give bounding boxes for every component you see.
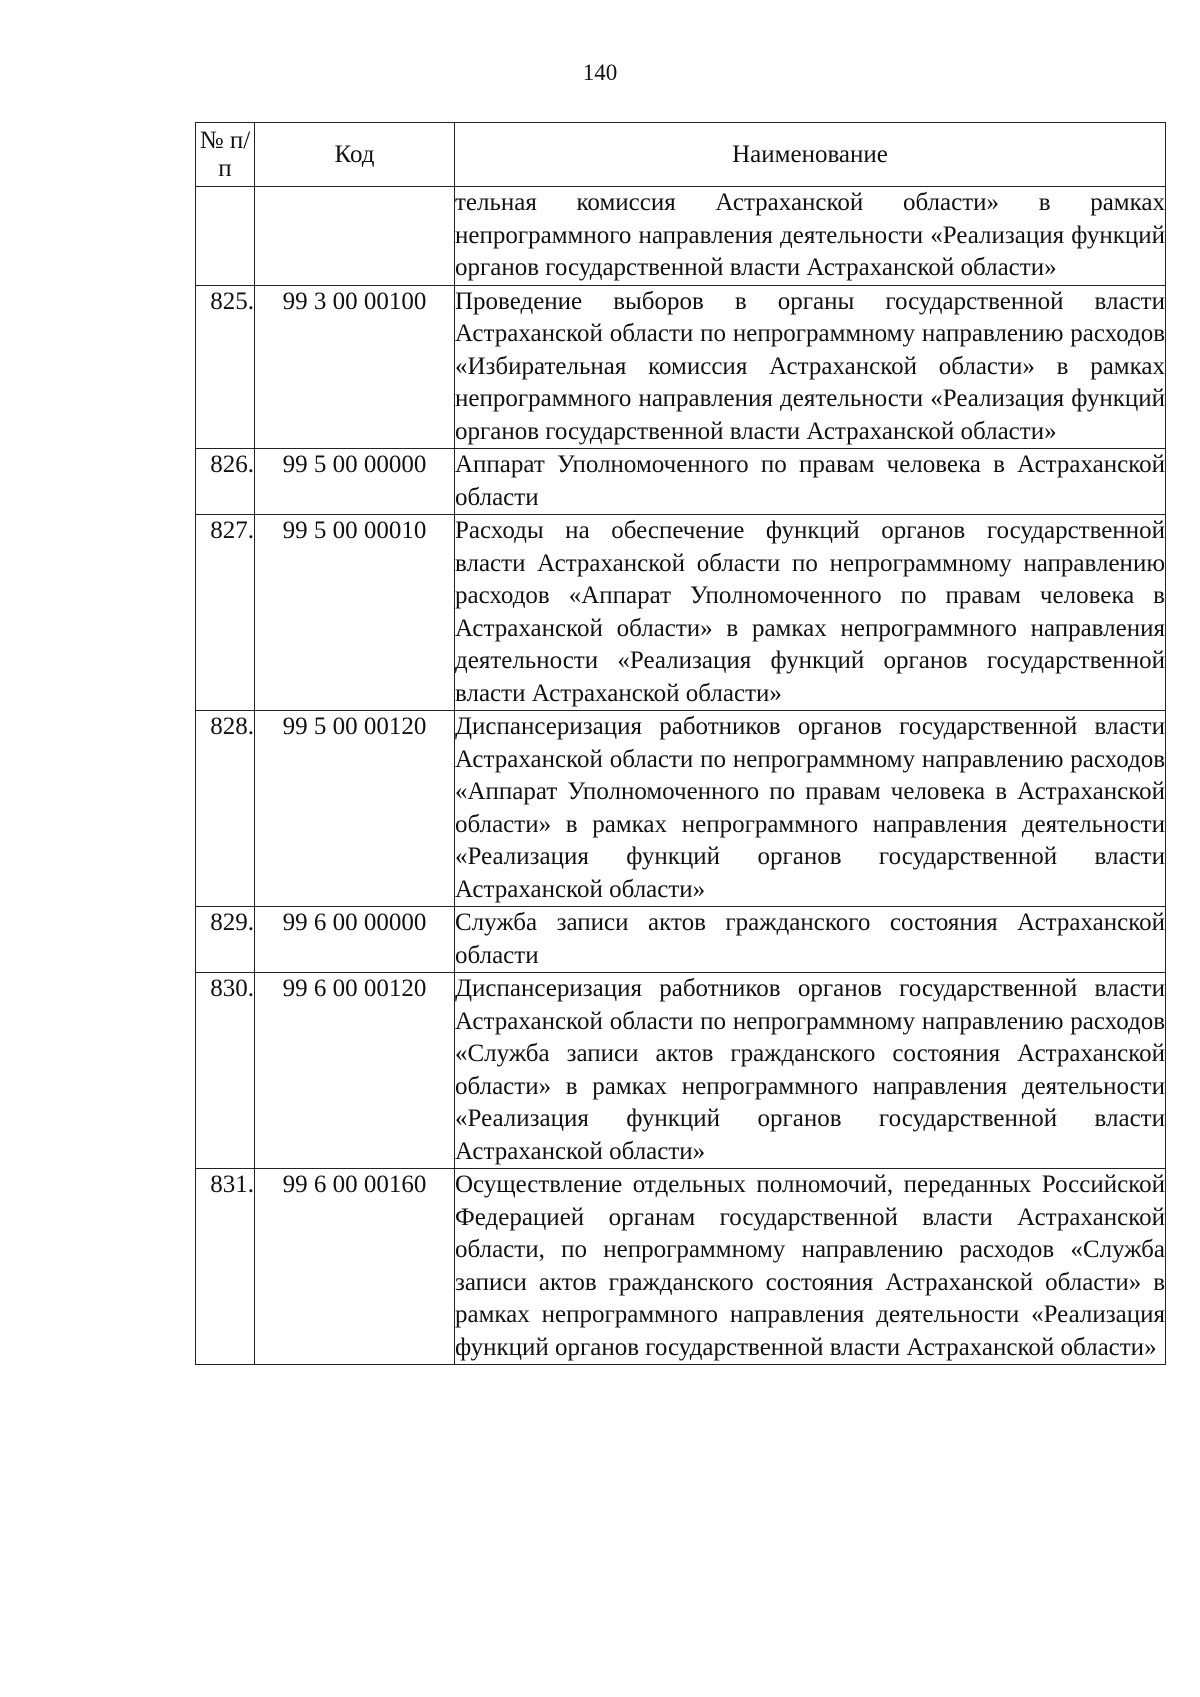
row-number — [196, 187, 255, 286]
table-row — [196, 711, 1166, 907]
table-row — [196, 973, 1166, 1169]
row-code: 99 6 00 00120 — [255, 973, 455, 1169]
row-number: 827. — [196, 515, 255, 711]
row-number: 831. — [196, 1169, 255, 1365]
row-name: Диспансеризация работников органов государственной власти Астраханской области по непрограммному направлению расходов «Служба записи актов гражданского состояния Астраханской области» в рамках непрограммного направления деятельности «Реализация функций органов государственной власти Астраханской области» — [455, 973, 1166, 1169]
row-name: тельная комиссия Астраханской области» в рамках непрограммного направления деятельности «Реализация функций органов государственной власти Астраханской области» — [455, 187, 1166, 286]
row-number: 826. — [196, 449, 255, 515]
table-header-row — [196, 123, 1166, 187]
row-name: Расходы на обеспечение функций органов государственной власти Астраханской области по непрограммному направлению расходов «Аппарат Уполномоченного по правам человека в Астраханской области» в рамках непрограммного направления деятельности «Реализация функций органов государственной власти Астраханской области» — [455, 515, 1166, 711]
row-name: Проведение выборов в органы государственной власти Астраханской области по непрограммному направлению расходов «Избирательная комиссия Астраханской области» в рамках непрограммного направления деятельности «Реализация функций органов государственной власти Астраханской области» — [455, 285, 1166, 449]
header-code: Код — [255, 123, 455, 187]
row-number: 825. — [196, 285, 255, 449]
table-row — [196, 449, 1166, 515]
row-code: 99 5 00 00120 — [255, 711, 455, 907]
table-row — [196, 1169, 1166, 1365]
row-name: Осуществление отдельных полномочий, переданных Российской Федерацией органам государственной власти Астраханской области, по непрограммному направлению расходов «Служба записи актов гражданского состояния Астраханской области» в рамках непрограммного направления деятельности «Реализация функций органов государственной власти Астраханской области» — [455, 1169, 1166, 1365]
row-code: 99 5 00 00010 — [255, 515, 455, 711]
header-name: Наименование — [455, 123, 1166, 187]
row-code: 99 5 00 00000 — [255, 449, 455, 515]
table-row — [196, 187, 1166, 286]
row-code: 99 3 00 00100 — [255, 285, 455, 449]
row-name: Диспансеризация работников органов государственной власти Астраханской области по непрограммному направлению расходов «Аппарат Уполномоченного по правам человека в Астраханской области» в рамках непрограммного направления деятельности «Реализация функций органов государственной власти Астраханской области» — [455, 711, 1166, 907]
row-number: 829. — [196, 907, 255, 973]
row-number: 830. — [196, 973, 255, 1169]
table-row — [196, 285, 1166, 449]
row-number: 828. — [196, 711, 255, 907]
page-number: 140 — [582, 60, 618, 85]
budget-code-table — [195, 122, 1166, 1365]
row-code — [255, 187, 455, 286]
table-row — [196, 515, 1166, 711]
row-code: 99 6 00 00000 — [255, 907, 455, 973]
row-name: Служба записи актов гражданского состояния Астраханской области — [455, 907, 1166, 973]
row-code: 99 6 00 00160 — [255, 1169, 455, 1365]
table-row — [196, 907, 1166, 973]
header-number: № п/п — [196, 123, 255, 187]
row-name: Аппарат Уполномоченного по правам человека в Астраханской области — [455, 449, 1166, 515]
